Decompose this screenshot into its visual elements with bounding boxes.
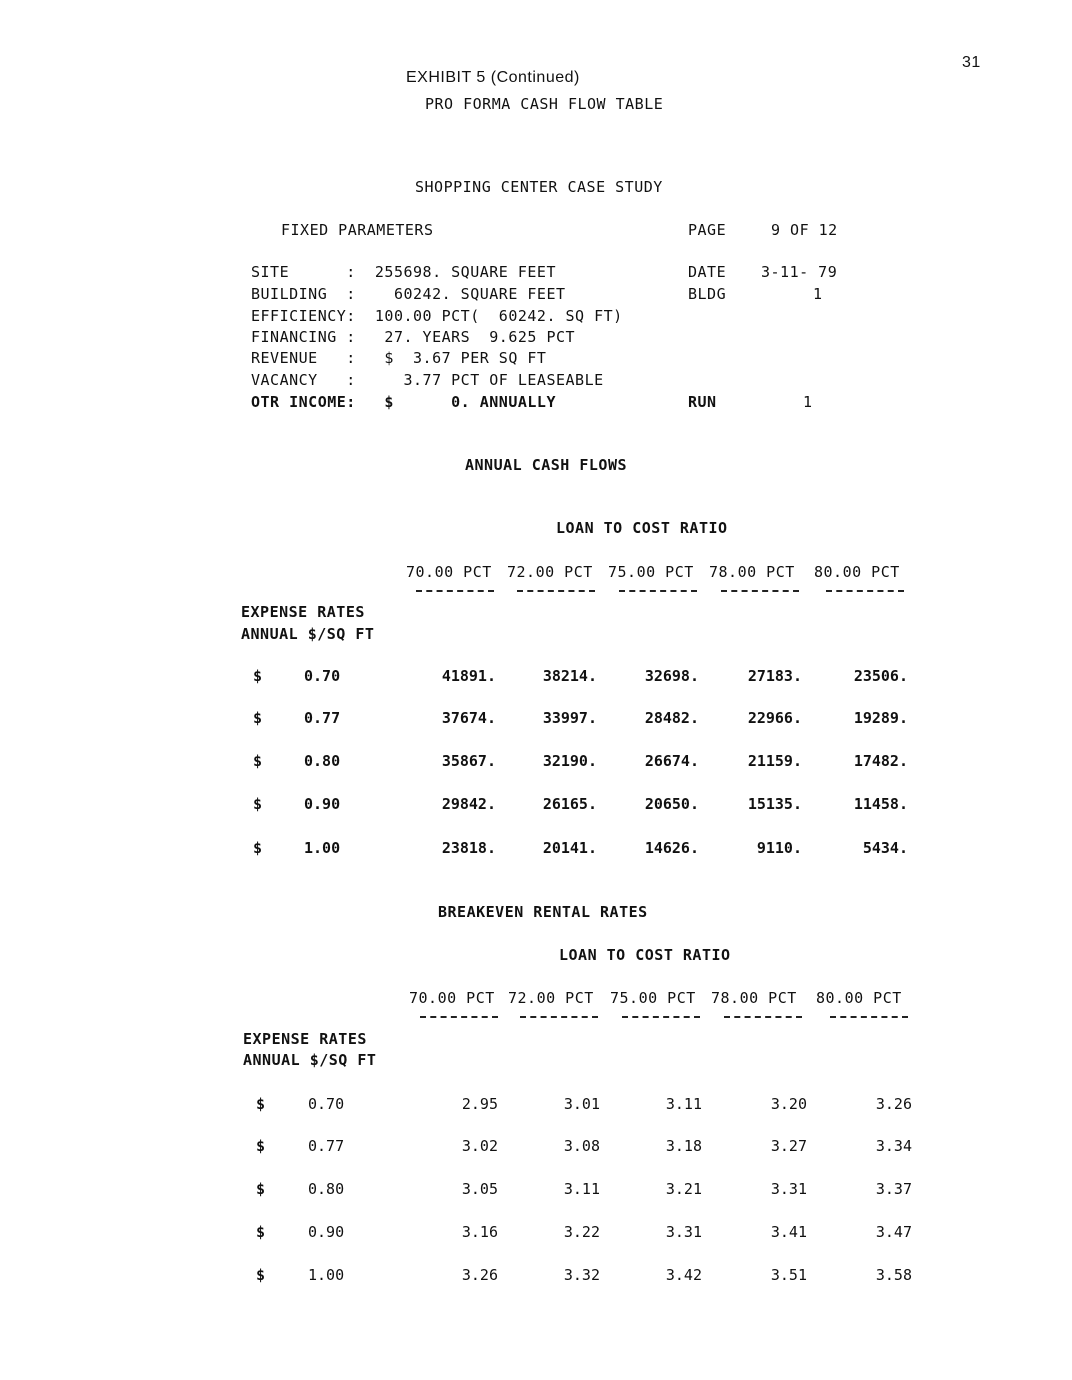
be-table-cell: 3.51	[770, 1266, 807, 1284]
cf-row-expense-rate: 0.80	[304, 752, 341, 770]
column-rule	[416, 590, 494, 592]
cf-row-expense-rate: 0.77	[304, 709, 341, 727]
cf-table-cell: 27183.	[747, 667, 802, 685]
cf-table-cell: 37674.	[441, 709, 496, 727]
cf-table-cell: 41891.	[441, 667, 496, 685]
be-col-header: 80.00 PCT	[816, 989, 902, 1007]
be-col-header: 70.00 PCT	[409, 989, 495, 1007]
column-rule	[520, 1016, 598, 1018]
be-table-cell: 3.18	[665, 1137, 702, 1155]
cf-table-cell: 26165.	[542, 795, 597, 813]
cf-table-cell: 5434.	[862, 839, 908, 857]
bldg-value: 1	[813, 285, 823, 303]
cf-table-cell: 20650.	[644, 795, 699, 813]
cf-row-dollar-sign: $	[253, 709, 263, 727]
cf-row-dollar-sign: $	[253, 795, 263, 813]
be-row-expense-rate: 0.80	[308, 1180, 345, 1198]
param-efficiency: EFFICIENCY: 100.00 PCT( 60242. SQ FT)	[251, 307, 623, 325]
document-subtitle: PRO FORMA CASH FLOW TABLE	[425, 95, 664, 113]
cf-row-dollar-sign: $	[253, 667, 263, 685]
be-row-header-1: EXPENSE RATES	[243, 1030, 367, 1048]
be-row-expense-rate: 1.00	[308, 1266, 345, 1284]
be-table-cell: 3.05	[461, 1180, 498, 1198]
cf-table-cell: 20141.	[542, 839, 597, 857]
be-row-expense-rate: 0.77	[308, 1137, 345, 1155]
date-value: 3-11- 79	[761, 263, 838, 281]
run-label: RUN	[688, 393, 717, 411]
cf-col-header: 70.00 PCT	[406, 563, 492, 581]
be-row-header-2: ANNUAL $/SQ FT	[243, 1051, 377, 1069]
exhibit-title: EXHIBIT 5 (Continued)	[406, 69, 580, 86]
param-vacancy: VACANCY : 3.77 PCT OF LEASEABLE	[251, 371, 604, 389]
case-study-title: SHOPPING CENTER CASE STUDY	[415, 178, 663, 196]
column-rule	[826, 590, 904, 592]
be-row-dollar-sign: $	[256, 1180, 266, 1198]
cf-table-cell: 19289.	[853, 709, 908, 727]
param-site: SITE : 255698. SQUARE FEET	[251, 263, 556, 281]
be-table-cell: 3.01	[563, 1095, 600, 1113]
date-label: DATE	[688, 263, 727, 281]
be-table-cell: 3.37	[875, 1180, 912, 1198]
column-rule	[622, 1016, 700, 1018]
be-table-cell: 3.26	[461, 1266, 498, 1284]
cash-flows-title: ANNUAL CASH FLOWS	[465, 456, 628, 474]
fixed-parameters-label: FIXED PARAMETERS	[281, 221, 434, 239]
cf-row-expense-rate: 1.00	[304, 839, 341, 857]
cf-table-cell: 32190.	[542, 752, 597, 770]
cf-table-cell: 22966.	[747, 709, 802, 727]
breakeven-ratio-label: LOAN TO COST RATIO	[559, 946, 731, 964]
be-table-cell: 2.95	[461, 1095, 498, 1113]
be-col-header: 75.00 PCT	[610, 989, 696, 1007]
column-rule	[517, 590, 595, 592]
cf-table-cell: 29842.	[441, 795, 496, 813]
cf-row-dollar-sign: $	[253, 752, 263, 770]
cf-col-header: 78.00 PCT	[709, 563, 795, 581]
param-financing: FINANCING : 27. YEARS 9.625 PCT	[251, 328, 576, 346]
page-label: PAGE	[688, 221, 727, 239]
be-table-cell: 3.32	[563, 1266, 600, 1284]
cash-flows-ratio-label: LOAN TO COST RATIO	[556, 519, 728, 537]
cf-row-dollar-sign: $	[253, 839, 263, 857]
cf-table-cell: 26674.	[644, 752, 699, 770]
cf-col-header: 80.00 PCT	[814, 563, 900, 581]
cf-col-header: 75.00 PCT	[608, 563, 694, 581]
be-row-expense-rate: 0.70	[308, 1095, 345, 1113]
run-value: 1	[803, 393, 813, 411]
be-table-cell: 3.20	[770, 1095, 807, 1113]
breakeven-title: BREAKEVEN RENTAL RATES	[438, 903, 648, 921]
cf-table-cell: 15135.	[747, 795, 802, 813]
be-table-cell: 3.26	[875, 1095, 912, 1113]
be-table-cell: 3.02	[461, 1137, 498, 1155]
cf-row-header-1: EXPENSE RATES	[241, 603, 365, 621]
page-number: 31	[962, 54, 981, 71]
column-rule	[420, 1016, 498, 1018]
be-table-cell: 3.16	[461, 1223, 498, 1241]
be-table-cell: 3.08	[563, 1137, 600, 1155]
be-table-cell: 3.58	[875, 1266, 912, 1284]
be-table-cell: 3.34	[875, 1137, 912, 1155]
bldg-label: BLDG	[688, 285, 727, 303]
be-table-cell: 3.41	[770, 1223, 807, 1241]
be-table-cell: 3.21	[665, 1180, 702, 1198]
be-table-cell: 3.42	[665, 1266, 702, 1284]
column-rule	[619, 590, 697, 592]
be-col-header: 78.00 PCT	[711, 989, 797, 1007]
be-row-dollar-sign: $	[256, 1137, 266, 1155]
cf-table-cell: 14626.	[644, 839, 699, 857]
cf-table-cell: 32698.	[644, 667, 699, 685]
cf-table-cell: 35867.	[441, 752, 496, 770]
page-value: 9 OF 12	[771, 221, 838, 239]
cf-table-cell: 11458.	[853, 795, 908, 813]
be-col-header: 72.00 PCT	[508, 989, 594, 1007]
be-row-dollar-sign: $	[256, 1095, 266, 1113]
column-rule	[724, 1016, 802, 1018]
cf-table-cell: 21159.	[747, 752, 802, 770]
param-otr-income: OTR INCOME: $ 0. ANNUALLY	[251, 393, 556, 411]
be-row-dollar-sign: $	[256, 1223, 266, 1241]
be-table-cell: 3.11	[563, 1180, 600, 1198]
be-table-cell: 3.27	[770, 1137, 807, 1155]
param-revenue: REVENUE : $ 3.67 PER SQ FT	[251, 349, 547, 367]
be-table-cell: 3.22	[563, 1223, 600, 1241]
be-row-dollar-sign: $	[256, 1266, 266, 1284]
cf-table-cell: 9110.	[756, 839, 802, 857]
cf-row-expense-rate: 0.70	[304, 667, 341, 685]
be-table-cell: 3.47	[875, 1223, 912, 1241]
cf-row-expense-rate: 0.90	[304, 795, 341, 813]
cf-table-cell: 38214.	[542, 667, 597, 685]
cf-table-cell: 28482.	[644, 709, 699, 727]
be-row-expense-rate: 0.90	[308, 1223, 345, 1241]
cf-table-cell: 23506.	[853, 667, 908, 685]
column-rule	[830, 1016, 908, 1018]
be-table-cell: 3.11	[665, 1095, 702, 1113]
be-table-cell: 3.31	[665, 1223, 702, 1241]
cf-row-header-2: ANNUAL $/SQ FT	[241, 625, 375, 643]
cf-table-cell: 17482.	[853, 752, 908, 770]
param-building: BUILDING : 60242. SQUARE FEET	[251, 285, 566, 303]
cf-table-cell: 33997.	[542, 709, 597, 727]
column-rule	[721, 590, 799, 592]
be-table-cell: 3.31	[770, 1180, 807, 1198]
cf-col-header: 72.00 PCT	[507, 563, 593, 581]
cf-table-cell: 23818.	[441, 839, 496, 857]
